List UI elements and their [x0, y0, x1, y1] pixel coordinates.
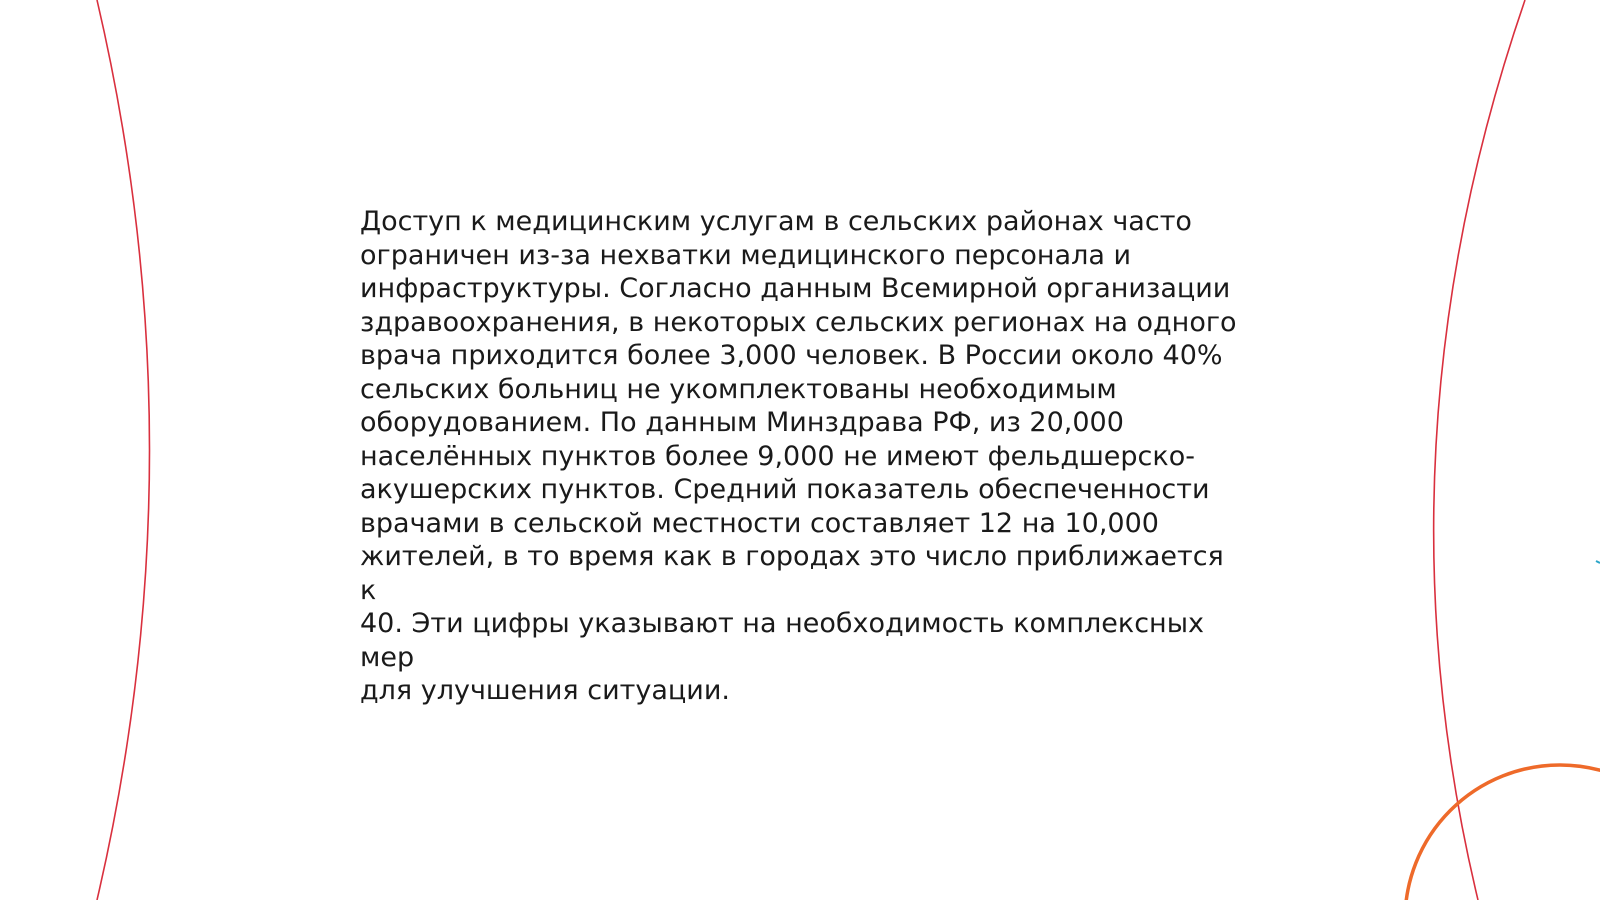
body-paragraph: Доступ к медицинским услугам в сельских районах часто ограничен из-за нехватки медицинского персонала и инфраструктуры. Согласно данным Всемирной организации здравоохранения, в некоторых сельских регионах на одного врача приходится более 3,000 человек. В России около 40% сельских больниц не укомплектованы необходимым оборудованием. По данным Минздрава РФ, из 20,000 населённых пунктов более 9,000 не имеют фельдшерско- акушерских пунктов. Средний показатель обеспеченности врачами в сельской местности составляет 12 на 10,000 жителей, в то время как в городах это число приближается к 40. Эти цифры указывают на необходимость комплексных мер для улучшения ситуации. — [360, 206, 1237, 706]
left-arc — [97, 0, 150, 900]
right-arc — [1434, 0, 1525, 900]
corner-circle — [1405, 765, 1600, 900]
teal-accent-mark — [1596, 561, 1600, 563]
